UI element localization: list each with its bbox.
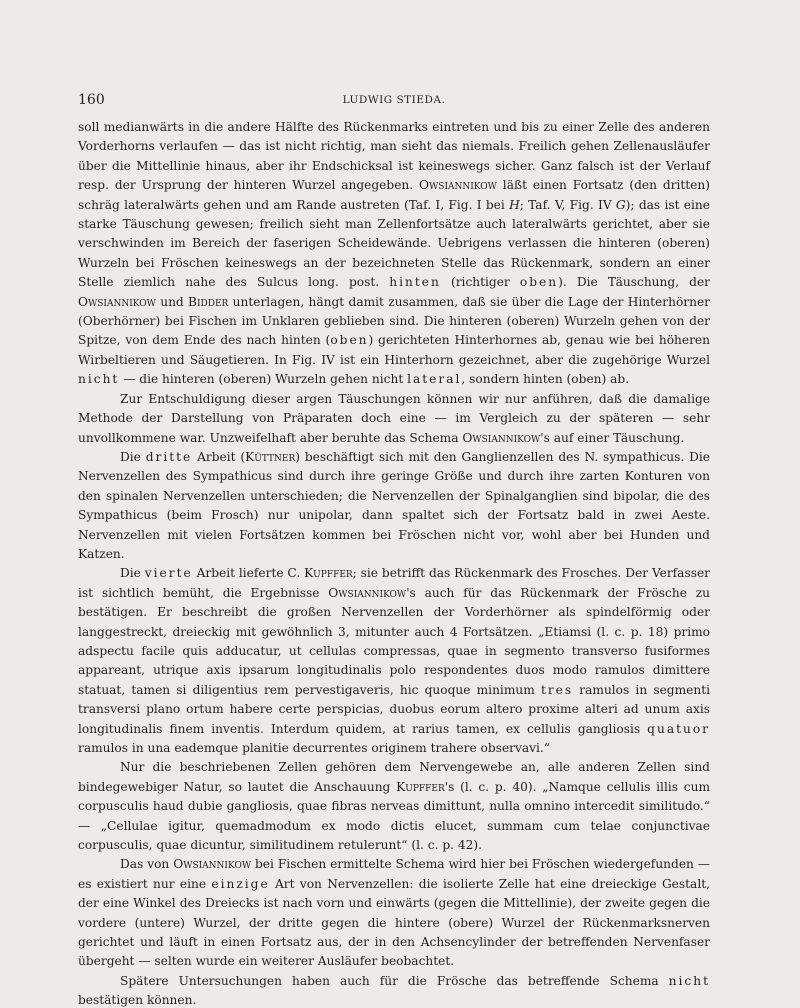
text-sc: Kupffer (304, 566, 353, 581)
text-sp: einzige (211, 876, 270, 891)
paragraph (78, 564, 710, 758)
text-run: Die (120, 449, 146, 464)
text-run: Spätere Untersuchungen haben auch für die Frösche das betreffende Schema (120, 973, 669, 988)
page-number: 160 (78, 92, 105, 108)
text-run: ; Taf. V, Fig. IV (519, 197, 616, 212)
text-run: läßt einen Fortsatz (den dritten) schräg lateralwärts gehen und am Rande austreten (Taf. I, Fig. I bei (78, 178, 710, 212)
text-run: bestätigen können. (78, 993, 197, 1008)
paragraph (78, 972, 710, 1008)
text-sp: lateral (407, 372, 462, 387)
text-run: Die (120, 566, 145, 581)
text-sc: Owsiannikow (419, 178, 497, 193)
text-run: Art von Nervenzellen: die isolierte Zelle hat eine dreieckige Gestalt, der eine Winkel des Dreiecks ist nach vorn und einwärts (gegen die Mittellinie), der zweite gegen die vordere (untere) Wurzel, der dritte gegen die hintere (obere) Wurzel der Rückenmarksnerven gerichtet und läuft in einen Fortsatz aus, der in den Achsencylinder der betreffenden Nervenfaser übergeht — selten wurde ein weiterer Ausläufer beobachtet. (78, 876, 710, 969)
text-sp: hinten (389, 275, 441, 290)
text-sc: Owsiannikow (328, 585, 407, 600)
text-run: bei Fischen ermittelte Schema wird hier bei Fröschen wiedergefunden — es existiert nur eine (78, 857, 710, 891)
text-sp: vierte (144, 566, 193, 581)
paragraph (78, 448, 710, 564)
paragraph (78, 855, 710, 971)
text-sp: quatuor (647, 721, 710, 736)
text-run: unterlagen, hängt damit zusammen, daß sie über die Lage der Hinterhörner (Oberhörner) bei Fischen im Unklaren geblieben sind. Die hinteren (oberen) Wurzeln gehen von der Spitze, von dem Ende des nach hinten ( (78, 294, 710, 348)
text-sp: tres (540, 682, 574, 697)
body-text (78, 118, 710, 1008)
text-sp: oben (519, 275, 559, 290)
text-sc: Owsiannikow (462, 430, 541, 445)
text-sp: oben (330, 333, 369, 348)
text-run: ) beschäftigt sich mit den Ganglienzellen des N. sympathicus. Die Nervenzellen des Sympathicus sind durch ihre geringe Größe und durch ihre zarten Konturen von den spinalen Nervenzellen unterschieden; die Nervenzellen der Spinalganglien sind bipolar, die des Sympathicus (beim Frosch) nur unipolar, dann spaltet sich der Fortsatz bald in zwei Aeste. Nervenzellen mit vielen Fortsätzen kommen bei Fröschen nicht vor, wohl aber bei Hunden und Katzen. (78, 449, 710, 561)
running-head: LUDWIG STIEDA. (342, 94, 446, 106)
text-sp: dritte (145, 449, 193, 464)
text-sp: nicht (78, 372, 120, 387)
text-run: 's auch für das Rückenmark der Frösche zu bestätigen. Er beschreibt die großen Nervenzellen der Vorderhörner als spindelförmig oder langgestreckt, dreieckig mit gewöhnlich 3, mitunter auch 4 Fortsätzen. „Etiamsi (l. c. p. 18) primo adspectu facile quis adducatur, ut cellulas compressas, quae in segmento transverso fusiformes appareant, utrique axis ipsarum longitudinalis polo respondentes duos modo ramulos dimittere statuat, tamen si diligentius rem pervestigaveris, hic quoque minimum (78, 585, 711, 697)
text-sc: Küttner (245, 449, 296, 464)
text-run: soll medianwärts in die andere Hälfte des Rückenmarks eintreten und bis zu einer Zelle des anderen Vorderhorns verlaufen — das ist nicht richtig, man sieht das niemals. Freilich gehen Zellenausläufer über die Mittellinie hinaus, aber ihr Endschicksal ist keineswegs sicher. Ganz falsch ist der Verlauf resp. der Ursprung der hinteren Wurzel angegeben. (78, 120, 710, 193)
text-run: ; sie betrifft das Rückenmark des Frosches. Der Verfasser ist sichtlich bemüht, die Ergebnisse (78, 566, 710, 600)
text-it: G (615, 197, 626, 212)
paragraph (78, 758, 710, 855)
paragraph (78, 118, 710, 390)
text-sc: Kupffer (396, 779, 445, 794)
text-run: Arbeit ( (192, 449, 246, 464)
text-sc: Owsiannikow (78, 294, 156, 309)
text-run: ) gerichteten Hinterhornes ab, genau wie bei höheren Wirbeltieren und Säugetieren. In Fig. IV ist ein Hinterhorn gezeichnet, aber die zugehörige Wurzel (78, 333, 710, 367)
text-it: H (509, 197, 520, 212)
page-header (78, 92, 710, 114)
text-run: ramulos in una eademque planitie decurrentes originem trahere observavi.“ (78, 741, 551, 755)
text-run: und (155, 294, 189, 309)
text-run: ); das ist eine starke Täuschung gewesen; freilich sieht man Zellenfortsätze auch lateralwärts gerichtet, aber sie verschwinden im Bereich der faserigen Scheidewände. Uebrigens verlassen die hinteren (oberen) Wurzeln bei Fröschen keineswegs an der bezeichneten Stelle das Rückenmark, sondern an einer Stelle ziemlich nahe des Sulcus long. post. (78, 197, 710, 290)
text-sc: Bidder (188, 294, 229, 309)
text-run: Das von (120, 857, 174, 872)
text-run: (richtiger (440, 275, 520, 290)
paragraph (78, 390, 710, 448)
text-run: Arbeit lieferte C. (192, 566, 305, 581)
text-run: , sondern hinten (oben) ab. (461, 372, 630, 387)
text-run: ). Die Täuschung, der (558, 275, 711, 290)
text-sp: nicht (668, 973, 710, 988)
text-sc: Owsiannikow (173, 857, 252, 872)
text-run: 's auf einer Täuschung. (540, 430, 685, 445)
text-run: — die hinteren (oberen) Wurzeln gehen nicht (119, 372, 408, 387)
text-run: 's (l. c. p. 40). „Namque cellulis illis cum corpusculis haud dubie gangliosis, quae fibras nerveas dimittunt, nulla omnino intercedit similitudo.“ — „Cellulae igitur, quemadmodum ex modo dictis elucet, summam cum telae conjunctivae corpusculis, quae dicuntur, similitudinem retulerunt“ (l. c. p. 42). (78, 779, 710, 853)
text-run: ramulos in segmenti transversi plano ortum habere certe perspicias, duobus eorum altero proxime alteri ad unum axis longitudinalis finem inventis. Interdum quidem, at rarius tamen, ex cellulis gangliosis (78, 682, 711, 736)
text-run: Nur die beschriebenen Zellen gehören dem Nervengewebe an, alle anderen Zellen sind bindegewebiger Natur, so lautet die Anschauung (78, 760, 710, 794)
text-run: Zur Entschuldigung dieser argen Täuschungen können wir nur anführen, daß die damalige Methode der Darstellung von Präparaten doch eine — im Vergleich zu der späteren — sehr unvollkommene war. Unzweifelhaft aber beruhte das Schema (78, 391, 710, 445)
